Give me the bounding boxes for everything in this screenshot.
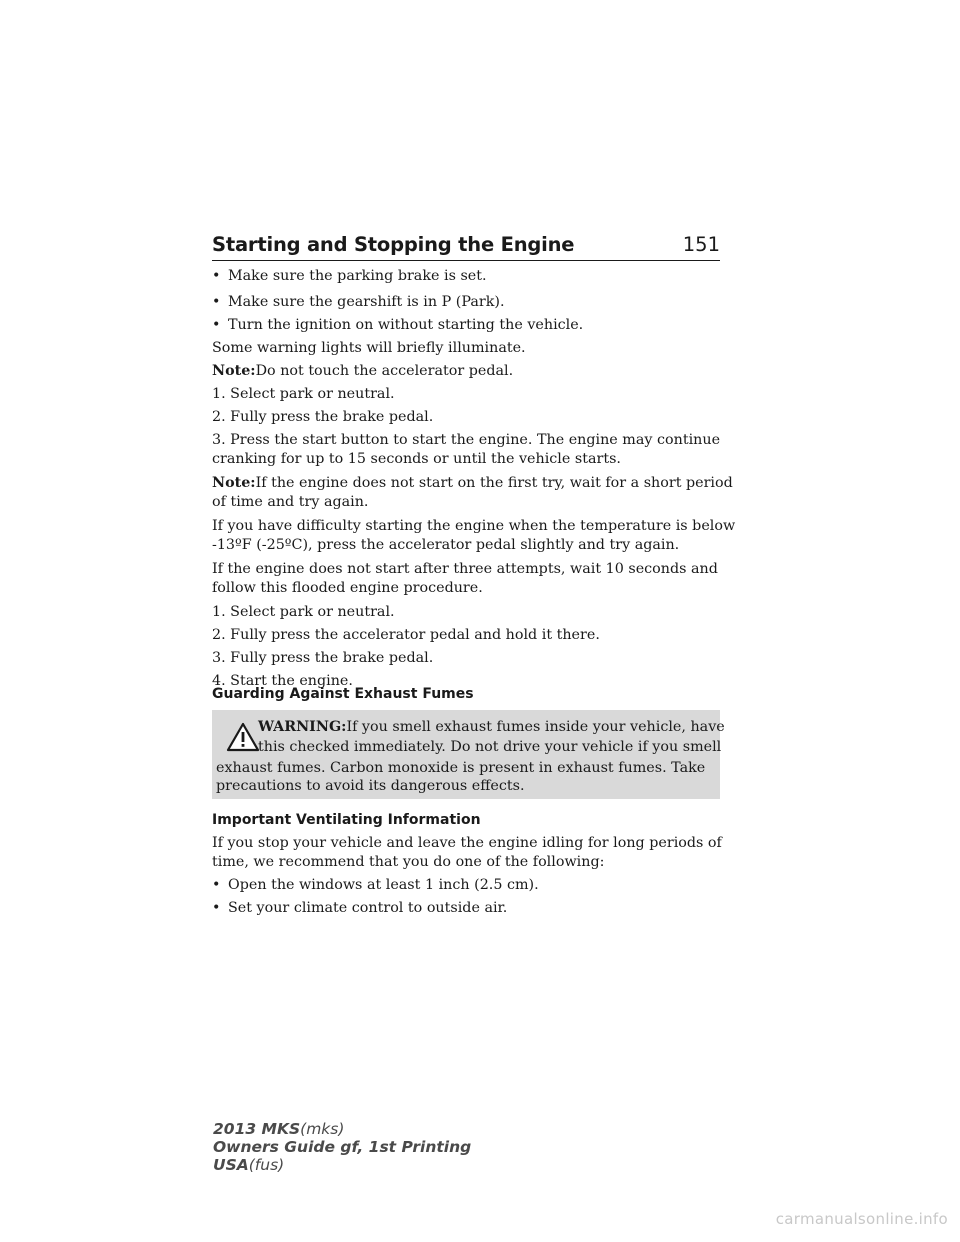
paragraph-warning-lights: Some warning lights will briefly illuminate. — [212, 340, 526, 356]
bullet-item: • Open the windows at least 1 inch (2.5 cm). — [212, 877, 539, 893]
warning-line: precautions to avoid its dangerous effects. — [216, 778, 525, 794]
step-line: 1. Select park or neutral. — [212, 604, 395, 620]
step-line: 1. Select park or neutral. — [212, 386, 395, 402]
paragraph-flooded-cont: follow this flooded engine procedure. — [212, 580, 483, 596]
warning-line: exhaust fumes. Carbon monoxide is present in exhaust fumes. Take — [216, 760, 706, 776]
warning-line: WARNING:If you smell exhaust fumes inside your vehicle, have — [258, 719, 725, 735]
bullet-icon: • — [212, 900, 221, 916]
heading-exhaust-fumes: Guarding Against Exhaust Fumes — [212, 686, 474, 702]
paragraph-ventilating-cont: time, we recommend that you do one of the following: — [212, 854, 605, 870]
step-line: 3. Fully press the brake pedal. — [212, 650, 434, 666]
heading-ventilating: Important Ventilating Information — [212, 812, 481, 828]
step-line: 4. Start the engine. — [212, 673, 353, 689]
paragraph-cold-start-cont: -13ºF (-25ºC), press the accelerator pedal slightly and try again. — [212, 537, 680, 553]
section-title: Starting and Stopping the Engine — [212, 233, 575, 256]
step-line: 2. Fully press the accelerator pedal and hold it there. — [212, 627, 600, 643]
bullet-icon: • — [212, 317, 221, 333]
page-footer — [213, 1120, 471, 1174]
step-line: 3. Press the start button to start the engine. The engine may continue — [212, 432, 721, 448]
page-header — [212, 226, 720, 261]
footer-market-line: USA(fus) — [213, 1156, 285, 1174]
page-number: 151 — [682, 233, 720, 256]
bullet-item: • Make sure the parking brake is set. — [212, 268, 487, 284]
footer-guide-line: Owners Guide gf, 1st Printing — [213, 1138, 472, 1156]
warning-box — [212, 710, 725, 799]
paragraph-ventilating: If you stop your vehicle and leave the engine idling for long periods of — [212, 835, 722, 851]
bullet-icon: • — [212, 294, 221, 310]
bullet-icon: • — [212, 268, 221, 284]
footer-model-line: 2013 MKS(mks) — [213, 1120, 345, 1138]
step-line: cranking for up to 15 seconds or until the vehicle starts. — [212, 451, 621, 467]
bullet-item: • Make sure the gearshift is in P (Park). — [212, 294, 505, 310]
warning-triangle-icon — [226, 722, 260, 752]
bullet-item: • Turn the ignition on without starting the vehicle. — [212, 317, 584, 333]
step-line: 2. Fully press the brake pedal. — [212, 409, 434, 425]
warning-line: this checked immediately. Do not drive your vehicle if you smell — [258, 739, 722, 755]
note-first-try: Note:If the engine does not start on the first try, wait for a short period — [212, 475, 733, 491]
bullet-icon: • — [212, 877, 221, 893]
watermark: carmanualsonline.info — [775, 1210, 948, 1228]
paragraph-flooded: If the engine does not start after three attempts, wait 10 seconds and — [212, 561, 718, 577]
note-accelerator: Note:Do not touch the accelerator pedal. — [212, 363, 514, 379]
bullet-item: • Set your climate control to outside air. — [212, 900, 508, 916]
paragraph-cold-start: If you have difficulty starting the engine when the temperature is below — [212, 518, 736, 534]
note-first-try-cont: of time and try again. — [212, 494, 369, 510]
